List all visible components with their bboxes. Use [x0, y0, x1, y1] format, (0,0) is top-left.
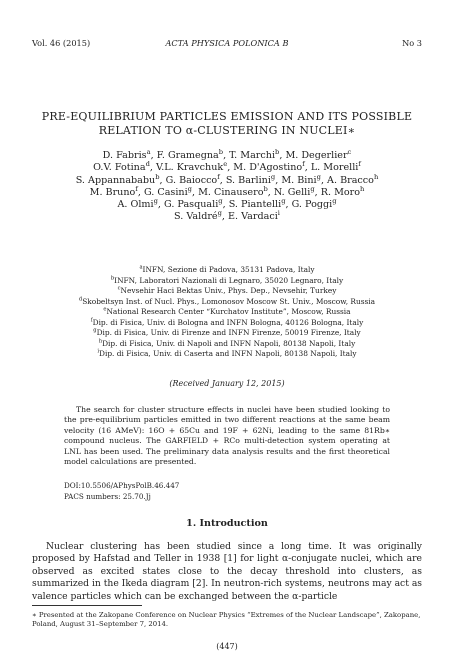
- author: G. Pasquali: [164, 199, 219, 211]
- author-line: O.V. Fotina$^d$, V.L. Kravchuk$^e$, M. D'Agostino$^f$, L. Morelli$^f$: [93, 160, 361, 174]
- author: S. Piantelli: [228, 199, 282, 211]
- author-line: M. Bruno$^f$, G. Casini$^g$, M. Cinausero$^b$, N. Gelli$^g$, R. Moro$^h$: [89, 184, 365, 198]
- section-number: 1.: [186, 518, 197, 529]
- pacs-numbers: PACS numbers: 25.70.Jj: [64, 491, 151, 501]
- author-line: S. Valdré$^g$, E. Vardaci$^i$: [174, 209, 280, 223]
- author: R. Moro: [320, 186, 361, 198]
- abstract: [64, 405, 390, 467]
- affiliation: $^f$Dip. di Fisica, Univ. di Bologna and INFN Bologna, 40126 Bologna, Italy: [90, 317, 364, 327]
- author: S. Barlini: [225, 174, 271, 186]
- author: S. Appannababu: [75, 174, 156, 186]
- author: M. D'Agostino: [233, 162, 303, 174]
- affiliation: $^d$Skobeltsyn Inst. of Nucl. Phys., Lomonosov Moscow St. Univ., Moscow, Russia: [78, 296, 376, 306]
- header-issue: No 3: [402, 38, 422, 48]
- author: A. Bracco: [327, 174, 374, 186]
- author: V.L. Kravchuk: [155, 162, 224, 174]
- affiliation: $^b$INFN, Laboratori Nazionali di Legnaro, 35020 Legnaro, Italy: [110, 275, 344, 285]
- author: G. Poggi: [291, 199, 333, 211]
- author: F. Gramegna: [156, 150, 219, 161]
- page-number: (447): [216, 642, 238, 651]
- author: A. Olmi: [117, 199, 154, 211]
- author-list: [20, 147, 434, 224]
- header-volume: Vol. 46 (2015): [32, 38, 91, 48]
- affiliation: $^i$Dip. di Fisica, Univ. di Caserta and INFN Napoli, 80138 Napoli, Italy: [97, 348, 357, 358]
- footnote: ∗ Presented at the Zakopane Conference on Nuclear Physics “Extremes of the Nuclear Landscape”, Zakopane, Poland, August 31–September 7, 2014.: [32, 611, 421, 628]
- author: M. Degerlier: [285, 150, 348, 161]
- author: T. Marchi: [229, 150, 276, 161]
- affiliation: $^a$INFN, Sezione di Padova, 35131 Padova, Italy: [139, 264, 315, 274]
- body-text: [32, 541, 422, 603]
- section-title: Introduction: [199, 518, 268, 529]
- author: M. Cinausero: [198, 186, 264, 198]
- author: L. Morelli: [310, 162, 359, 174]
- affiliation: $^e$National Research Center “Kurchatov Institute”, Moscow, Russia: [103, 306, 351, 316]
- body-paragraph: Nuclear clustering has been studied since a long time. It was originally proposed by Hafstad and Teller in 1938 [1] for light α-conjugate nuclei, which are observed as excited states close to the decay threshold into clusters, as summarized in the Ikeda diagram [2]. In neutron-rich systems, neutrons may act as valence particles which can be exchanged between the α-particle: [32, 541, 423, 602]
- affiliation: $^g$Dip. di Fisica, Univ. di Firenze and INFN Firenze, 50019 Firenze, Italy: [93, 327, 361, 337]
- author: G. Casini: [143, 186, 188, 198]
- author: S. Valdré: [174, 211, 218, 223]
- author: G. Baiocco: [165, 174, 218, 186]
- affiliation-list: [20, 265, 434, 360]
- author: N. Gelli: [273, 186, 311, 198]
- author: M. Bini: [281, 174, 317, 186]
- author: E. Vardaci: [228, 211, 278, 223]
- author-line: D. Fabris$^a$, F. Gramegna$^b$, T. Marchi$^b$, M. Degerlier$^c$: [102, 147, 352, 161]
- author: O.V. Fotina: [93, 162, 146, 174]
- doi-link[interactable]: DOI:10.5506/APhysPolB.46.447: [64, 481, 180, 490]
- received-date: (Received January 12, 2015): [169, 379, 285, 388]
- section-heading: [0, 518, 454, 529]
- header-journal: ACTA PHYSICA POLONICA B: [165, 38, 289, 48]
- doi-block: [64, 481, 179, 502]
- paper-title: PRE-EQUILIBRIUM PARTICLES EMISSION AND ITS POSSIBLE RELATION TO α-CLUSTERING IN NUCLEI∗: [41, 110, 413, 137]
- author-line: A. Olmi$^g$, G. Pasquali$^g$, S. Piantelli$^g$, G. Poggi$^g$: [117, 197, 337, 211]
- author-line: S. Appannababu$^b$, G. Baiocco$^f$, S. Barlini$^g$, M. Bini$^g$, A. Bracco$^h$: [75, 172, 379, 186]
- abstract-text: The search for cluster structure effects in nuclei have been studied looking to the pre-equilibrium particles emitted in two different reactions at the same beam velocity (16 AMeV): 16O + 65Cu and 19F + 62Ni, leading to the same 81Rb∗ compound nucleus. The GARFIELD + RCo multi-detection system operating at LNL has been used. The preliminary data analysis results and the first theoretical model calculations are presented.: [64, 405, 390, 467]
- author: M. Bruno: [89, 186, 136, 198]
- author: D. Fabris: [102, 150, 147, 161]
- affiliation: $^c$Nevsehir Haci Bektas Univ., Phys. Dep., Nevsehir, Turkey: [117, 285, 337, 295]
- footnote-rule: [32, 605, 142, 606]
- affiliation: $^h$Dip. di Fisica, Univ. di Napoli and INFN Napoli, 80138 Napoli, Italy: [98, 338, 356, 348]
